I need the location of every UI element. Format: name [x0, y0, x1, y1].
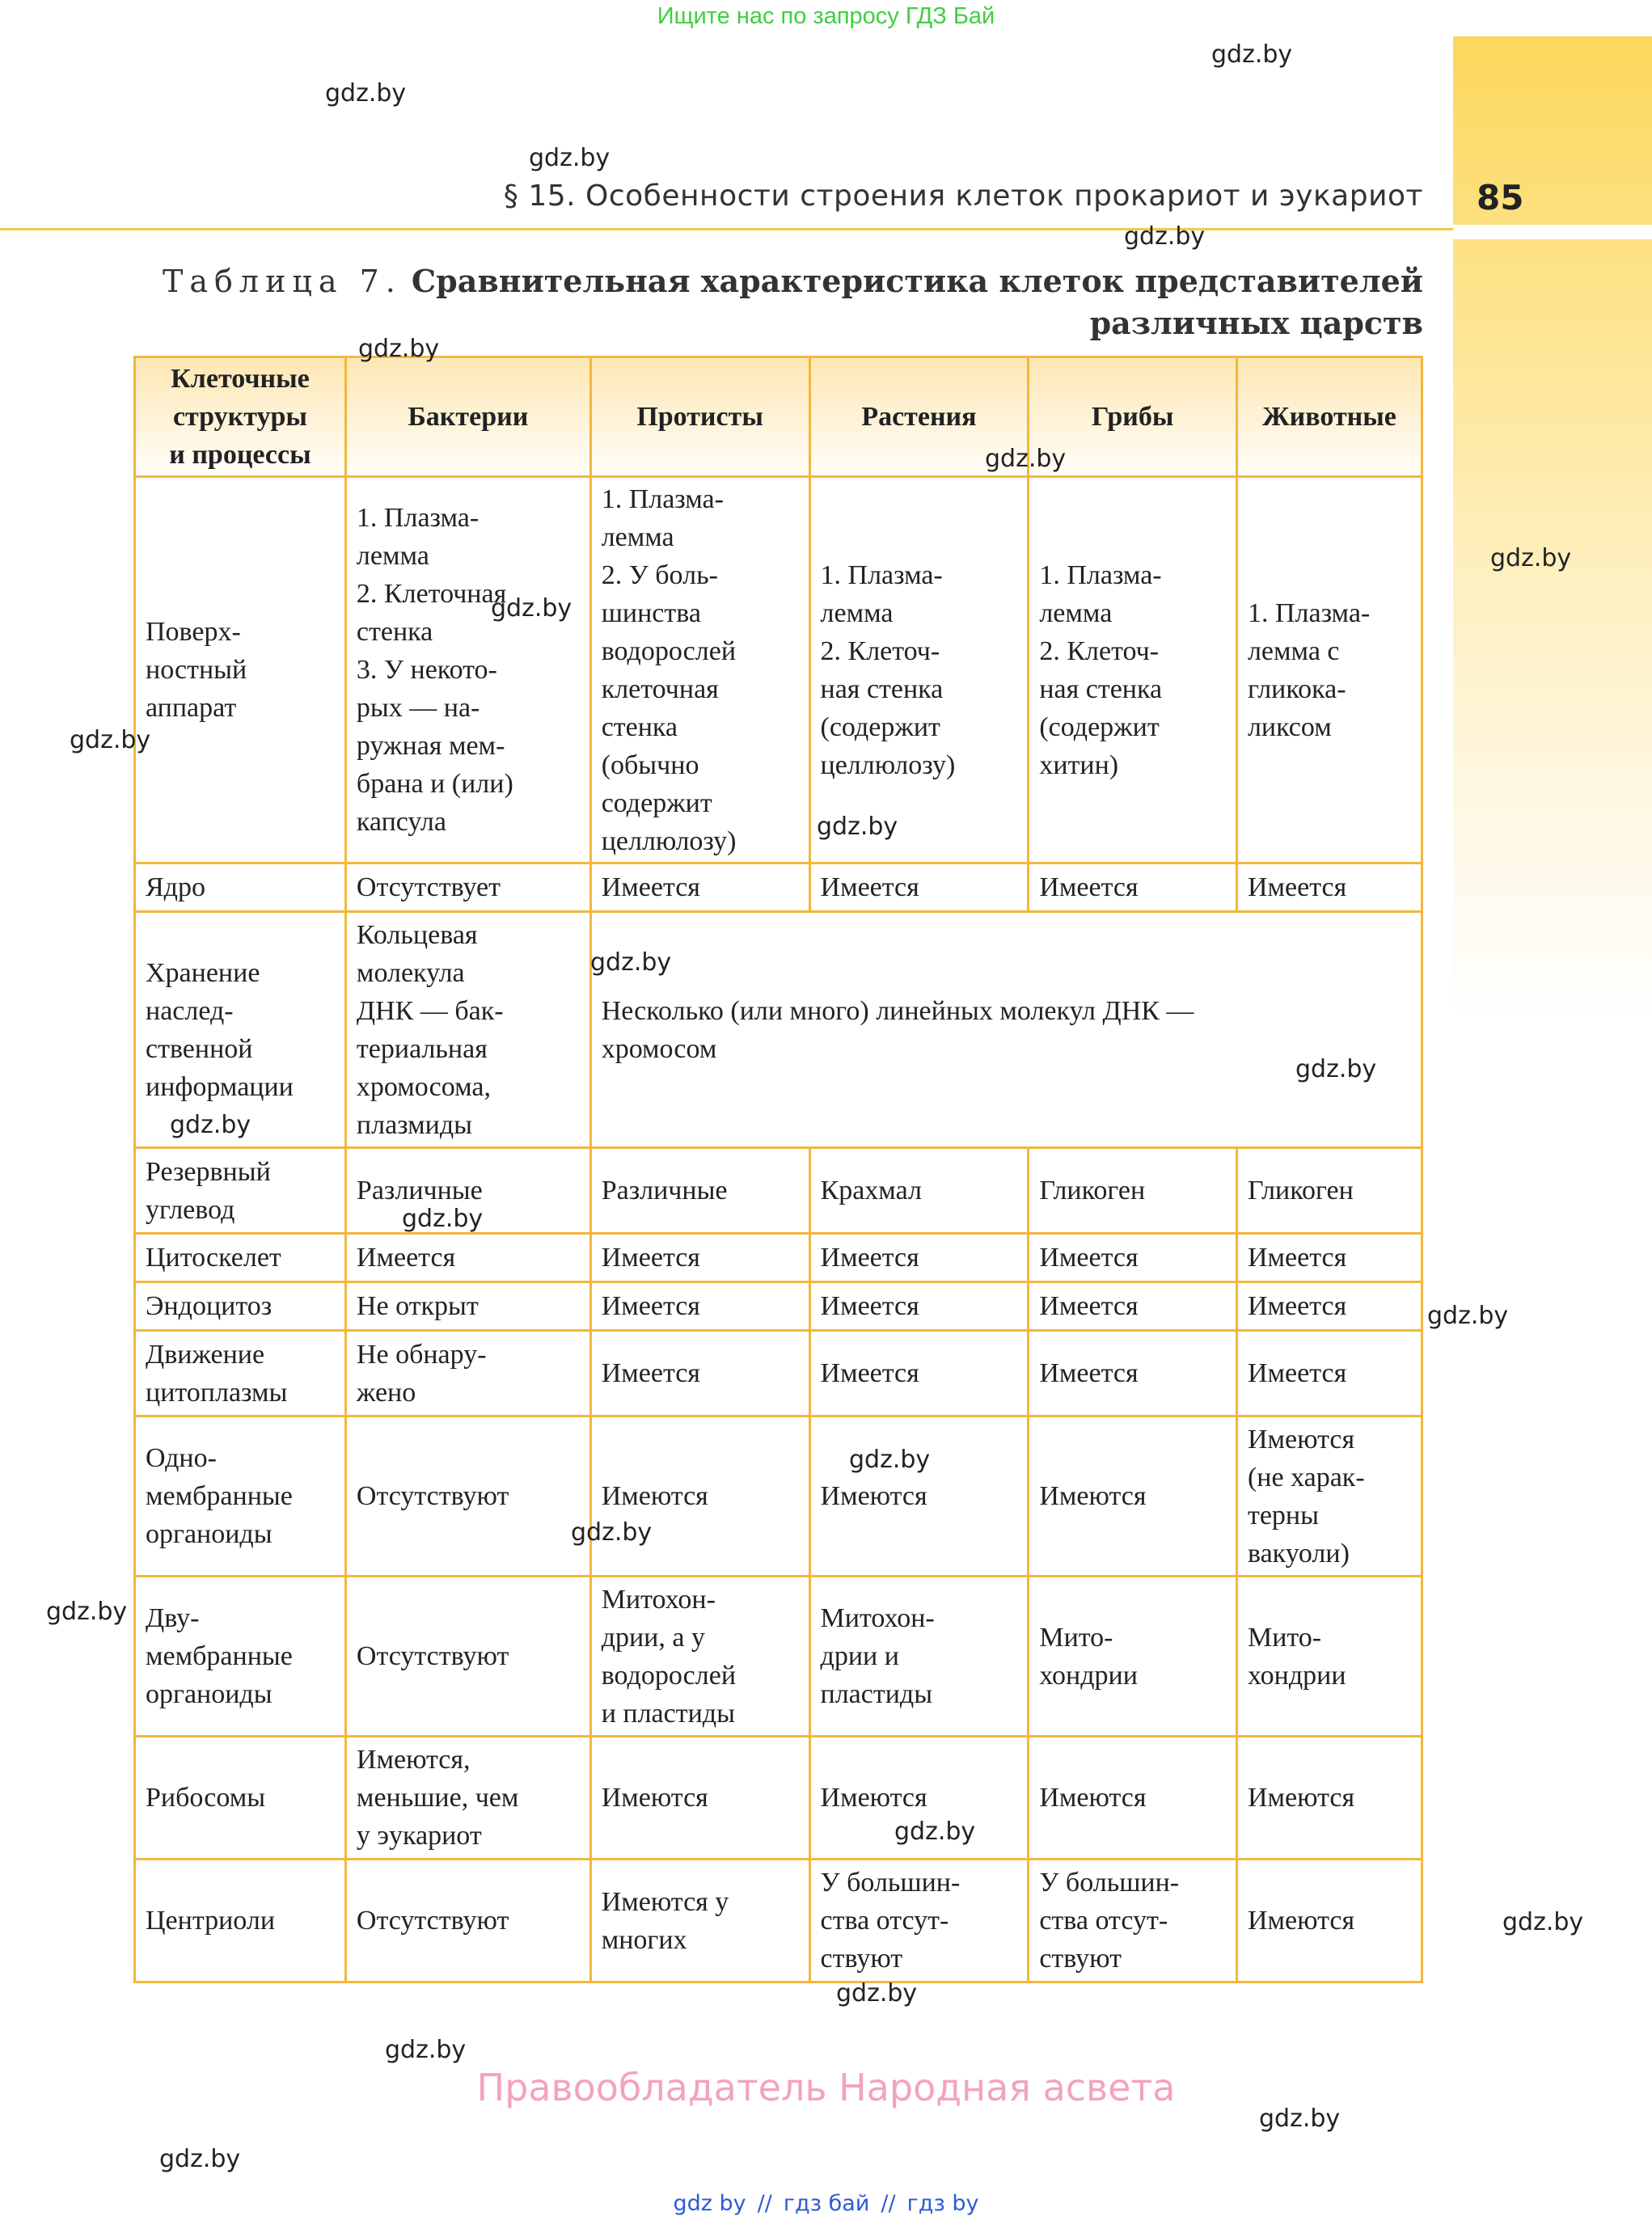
- header-structures: Клеточные структуры и процессы: [135, 357, 346, 477]
- watermark: gdz.by: [159, 2145, 241, 2173]
- link-separator: //: [757, 2191, 772, 2216]
- table-cell: Имеется: [590, 1234, 809, 1282]
- table-header-row: [135, 357, 1422, 477]
- link-separator: //: [881, 2191, 896, 2216]
- table-cell: Имеется: [1029, 1331, 1237, 1416]
- row-label: Рибосомы: [135, 1737, 346, 1860]
- header-plants: Растения: [809, 357, 1029, 477]
- header-animals: Животные: [1236, 357, 1422, 477]
- row-label: Цитоскелет: [135, 1234, 346, 1282]
- table-caption: [163, 260, 1423, 344]
- page-number: 85: [1477, 178, 1524, 217]
- bottom-link[interactable]: gdz by: [673, 2191, 746, 2216]
- watermark: gdz.by: [402, 1205, 484, 1233]
- row-label: Движение цитоплазмы: [135, 1331, 346, 1416]
- table-cell: Имеется: [1236, 863, 1422, 912]
- table-cell: Имеются: [1029, 1737, 1237, 1860]
- table-cell: Отсутствуют: [345, 1577, 590, 1737]
- table-cell: Имеются: [590, 1416, 809, 1577]
- table-cell: Имеется: [590, 1331, 809, 1416]
- table-cell: Имеются: [1236, 1737, 1422, 1860]
- table-cell: Имеется: [590, 1282, 809, 1331]
- table-cell: 1. Плазма- лемма 2. Клеточ- ная стенка (содержит хитин): [1029, 477, 1237, 863]
- table-cell: Митохон- дрии, а у водорослей и пластиды: [590, 1577, 809, 1737]
- table-cell: Имеются, меньшие, чем у эукариот: [345, 1737, 590, 1860]
- table-row: [135, 1331, 1422, 1416]
- table-cell: Имеется: [809, 863, 1029, 912]
- table-cell: Имеется: [1236, 1331, 1422, 1416]
- table-cell: Имеются у многих: [590, 1860, 809, 1982]
- table-cell: Мито- хондрии: [1029, 1577, 1237, 1737]
- table-cell: Отсутствует: [345, 863, 590, 912]
- table-cell: Различные: [345, 1148, 590, 1234]
- table-cell: Имеется: [345, 1234, 590, 1282]
- table-cell: Мито- хондрии: [1236, 1577, 1422, 1737]
- watermark: gdz.by: [836, 1979, 918, 2008]
- table-cell: Митохон- дрии и пластиды: [809, 1577, 1029, 1737]
- table-row: [135, 1860, 1422, 1982]
- caption-label: Таблица 7.: [163, 264, 402, 299]
- row-label: Эндоцитоз: [135, 1282, 346, 1331]
- watermark: gdz.by: [1490, 544, 1572, 572]
- row-label: Поверх- ностный аппарат: [135, 477, 346, 863]
- table-cell: Отсутствуют: [345, 1860, 590, 1982]
- table-cell: Имеется: [1029, 1282, 1237, 1331]
- table-cell: Имеются: [1236, 1860, 1422, 1982]
- table-cell: Имеются: [1029, 1416, 1237, 1577]
- header-protists: Протисты: [590, 357, 809, 477]
- watermark: gdz.by: [849, 1446, 931, 1474]
- watermark: gdz.by: [1427, 1302, 1509, 1330]
- table-cell: У большин- ства отсут- ствуют: [1029, 1860, 1237, 1982]
- table-cell: Имеется: [590, 863, 809, 912]
- table-row: [135, 912, 1422, 1148]
- header-bacteria: Бактерии: [345, 357, 590, 477]
- watermark: gdz.by: [590, 948, 672, 977]
- table-cell: Имеются: [809, 1737, 1029, 1860]
- table-row: [135, 1737, 1422, 1860]
- watermark: gdz.by: [985, 445, 1067, 473]
- table-row: [135, 1234, 1422, 1282]
- table-cell: Имеется: [809, 1282, 1029, 1331]
- watermark: gdz.by: [1211, 40, 1293, 69]
- table-cell-merged: Несколько (или много) линейных молекул ДНК — хромосом: [590, 912, 1422, 1148]
- bottom-link[interactable]: гдз by: [906, 2191, 979, 2216]
- table-cell: 1. Плазма- лемма 2. Клеточная стенка 3. У некото- рых — на- ружная мем- брана и (или) капсула: [345, 477, 590, 863]
- watermark: gdz.by: [894, 1818, 976, 1846]
- table-cell: Кольцевая молекула ДНК — бак- териальная хромосома, плазмиды: [345, 912, 590, 1148]
- watermark: gdz.by: [1295, 1055, 1377, 1083]
- table-row: [135, 1416, 1422, 1577]
- table-cell: Имеются: [809, 1416, 1029, 1577]
- watermark: gdz.by: [70, 726, 151, 754]
- copyright-notice: Правообладатель Народная асвета: [476, 2066, 1176, 2109]
- table-cell: Различные: [590, 1148, 809, 1234]
- table-cell: Не обнару- жено: [345, 1331, 590, 1416]
- row-label: Центриоли: [135, 1860, 346, 1982]
- watermark: gdz.by: [385, 2036, 467, 2064]
- table-cell: Гликоген: [1236, 1148, 1422, 1234]
- comparison-table: [133, 356, 1423, 1983]
- row-label: Ядро: [135, 863, 346, 912]
- header-rule: [0, 228, 1453, 230]
- row-label: Одно- мембранные органоиды: [135, 1416, 346, 1577]
- watermark: gdz.by: [1502, 1908, 1584, 1936]
- table-cell: Имеется: [1029, 1234, 1237, 1282]
- row-label: Дву- мембранные органоиды: [135, 1577, 346, 1737]
- row-label: Резервный углевод: [135, 1148, 346, 1234]
- table-cell: 1. Плазма- лемма 2. У боль- шинства водорослей клеточная стенка (обычно содержит целлюлозу): [590, 477, 809, 863]
- running-head: § 15. Особенности строения клеток прокариот и эукариот: [503, 179, 1423, 213]
- table-cell: Имеется: [1029, 863, 1237, 912]
- table-row: [135, 1577, 1422, 1737]
- watermark: gdz.by: [170, 1111, 251, 1139]
- watermark: gdz.by: [529, 144, 611, 172]
- watermark: gdz.by: [325, 79, 407, 108]
- table-cell: Крахмал: [809, 1148, 1029, 1234]
- table-row: [135, 477, 1422, 863]
- watermark: gdz.by: [817, 813, 898, 841]
- table-cell: У большин- ства отсут- ствуют: [809, 1860, 1029, 1982]
- table-cell: Отсутствуют: [345, 1416, 590, 1577]
- bottom-links: [0, 2191, 1652, 2216]
- watermark: gdz.by: [46, 1598, 128, 1626]
- watermark: gdz.by: [491, 594, 572, 623]
- watermark: gdz.by: [571, 1518, 653, 1547]
- table-cell: Не открыт: [345, 1282, 590, 1331]
- table-cell: 1. Плазма- лемма 2. Клеточ- ная стенка (содержит целлюлозу): [809, 477, 1029, 863]
- watermark: gdz.by: [1259, 2105, 1341, 2133]
- table-cell: Имеются (не харак- терны вакуоли): [1236, 1416, 1422, 1577]
- caption-title-line2: различных царств: [1089, 305, 1423, 341]
- header-fungi: Грибы: [1029, 357, 1237, 477]
- watermark: gdz.by: [1124, 222, 1206, 251]
- watermark: gdz.by: [358, 335, 440, 363]
- table-cell: Имеется: [809, 1234, 1029, 1282]
- row-label: Хранение наслед- ственной информации: [135, 912, 346, 1148]
- table-cell: Гликоген: [1029, 1148, 1237, 1234]
- table-row: [135, 1282, 1422, 1331]
- table-row: [135, 1148, 1422, 1234]
- search-banner[interactable]: Ищите нас по запросу ГДЗ Бай: [657, 3, 995, 29]
- bottom-link[interactable]: гдз бай: [783, 2191, 870, 2216]
- page-corner-gap: [1453, 225, 1652, 239]
- table-row: [135, 863, 1422, 912]
- table-cell: Имеются: [590, 1737, 809, 1860]
- table-cell: Имеется: [1236, 1234, 1422, 1282]
- caption-title-line1: Сравнительная характеристика клеток представителей: [411, 263, 1423, 299]
- table-cell: Имеется: [809, 1331, 1029, 1416]
- table-cell: 1. Плазма- лемма с гликока- ликсом: [1236, 477, 1422, 863]
- table-cell: Имеется: [1236, 1282, 1422, 1331]
